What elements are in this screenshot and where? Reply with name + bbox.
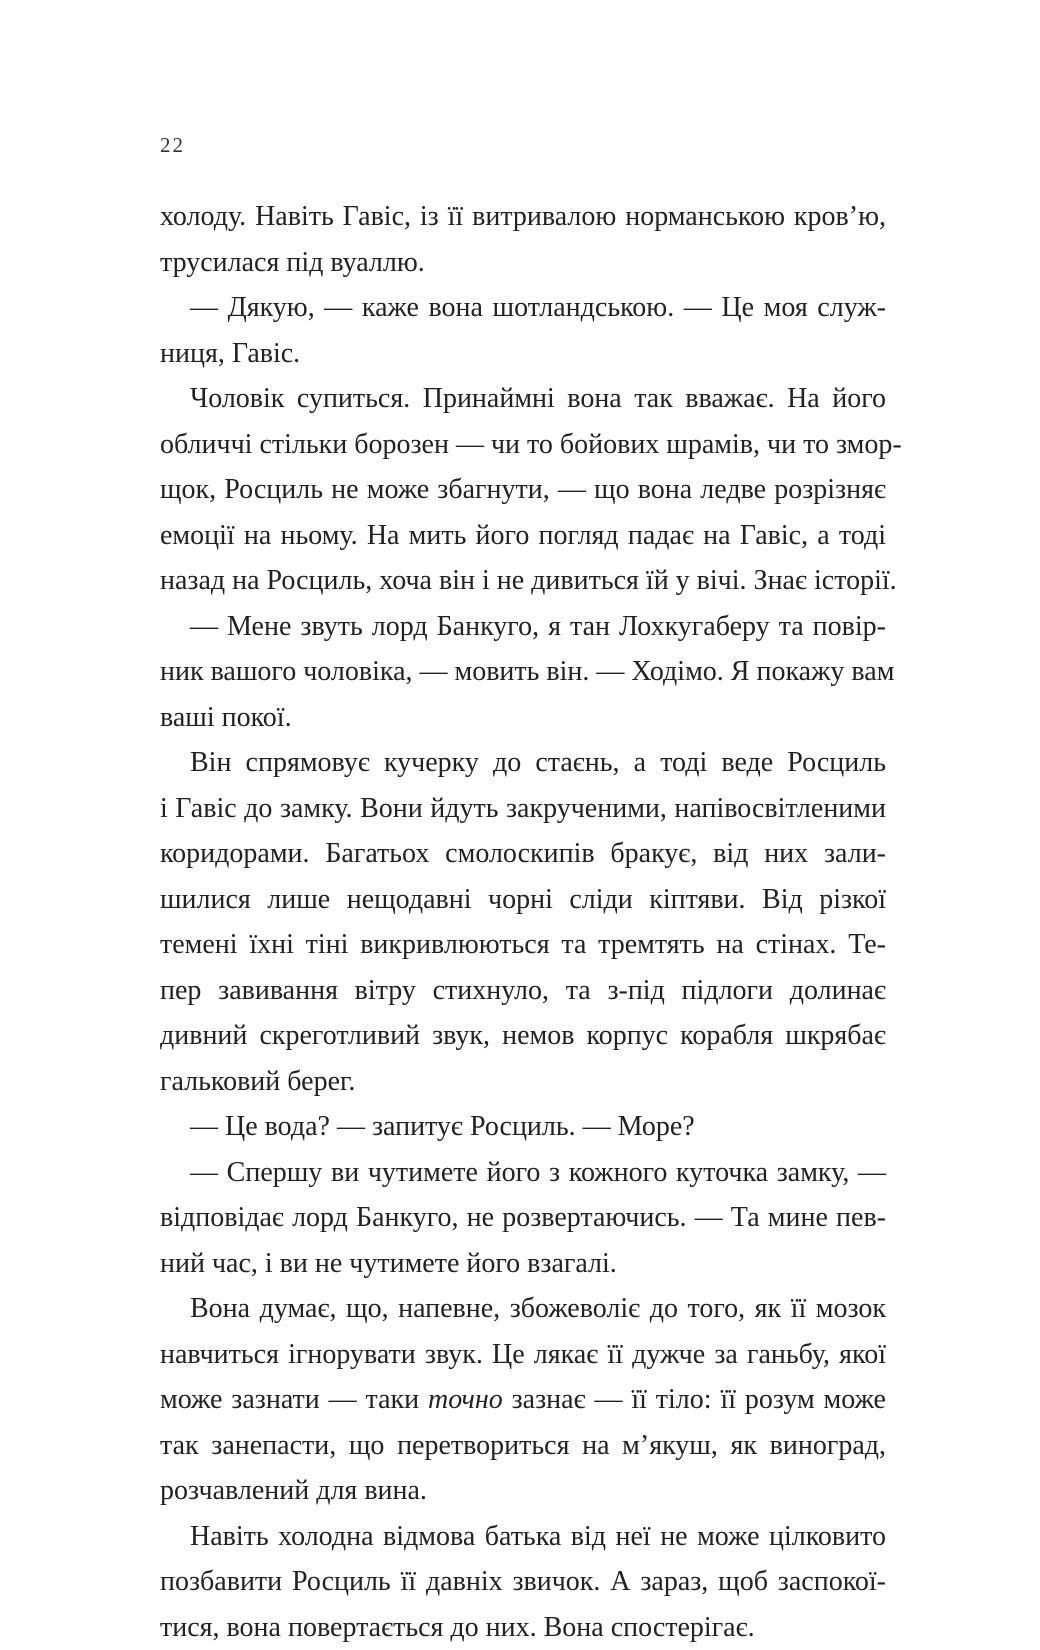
text-line: — Мене звуть лорд Банкуго, я тан Лохкугаберу та повір- [160,604,886,650]
text-line: позбавити Росциль її давніх звичок. А зараз, щоб заспокої- [160,1559,886,1605]
text-fragment: зазнає — її тіло: її розум може [503,1384,886,1415]
text-fragment: може зазнати — таки [160,1384,428,1415]
text-line: дивний скреготливий звук, немов корпус корабля шкрябає [160,1013,886,1059]
text-line: гальковий берег. [160,1059,886,1105]
text-line: шилися лише нещодавні чорні сліди кіптяви. Від різкої [160,877,886,923]
text-line: емоції на ньому. На мить його погляд падає на Гавіс, а тоді [160,513,886,559]
text-line: Чоловік супиться. Принаймні вона так вважає. На його [160,376,886,422]
text-line: ний час, і ви не чутимете його взагалі. [160,1241,886,1287]
text-line: тися, вона повертається до них. Вона спостерігає. [160,1605,886,1650]
emphasis-text: точно [428,1384,503,1415]
text-line: назад на Росциль, хоча він і не дивиться їй у вічі. Знає історії. [160,558,886,604]
page-number: 22 [160,133,185,158]
text-line: розчавлений для вина. [160,1468,886,1514]
body-text [160,194,886,1650]
text-line: обличчі стільки борозен — чи то бойових шрамів, чи то змор- [160,422,886,468]
text-line: коридорами. Багатьох смолоскипів бракує, від них зали- [160,831,886,877]
text-line: — Це вода? — запитує Росциль. — Море? [160,1104,886,1150]
text-line: так занепасти, що перетвориться на м’якуш, як виноград, [160,1423,886,1469]
text-line [160,1377,886,1423]
text-line: відповідає лорд Банкуго, не розвертаючись. — Та мине пев- [160,1195,886,1241]
text-line: Вона думає, що, напевне, збожеволіє до того, як її мозок [160,1286,886,1332]
text-line: — Дякую, — каже вона шотландською. — Це моя служ- [160,285,886,331]
text-line: ник вашого чоловіка, — мовить він. — Ходімо. Я покажу вам [160,649,886,695]
text-line: темені їхні тіні викривлюються та тремтять на стінах. Те- [160,922,886,968]
text-line: і Гавіс до замку. Вони йдуть закрученими, напівосвітленими [160,786,886,832]
text-line: Він спрямовує кучерку до стаєнь, а тоді веде Росциль [160,740,886,786]
text-line: пер завивання вітру стихнуло, та з-під підлоги долинає [160,968,886,1014]
text-line: трусилася під вуаллю. [160,240,886,286]
text-line: Навіть холодна відмова батька від неї не може цілковито [160,1514,886,1560]
text-line: щок, Росциль не може збагнути, — що вона ледве розрізняє [160,467,886,513]
text-line: ниця, Гавіс. [160,331,886,377]
text-line: холоду. Навіть Гавіс, із її витривалою норманською кров’ю, [160,194,886,240]
text-line: ваші покої. [160,695,886,741]
text-line: навчиться ігнорувати звук. Це лякає її дужче за ганьбу, якої [160,1332,886,1378]
text-line: — Спершу ви чутимете його з кожного куточка замку, — [160,1150,886,1196]
